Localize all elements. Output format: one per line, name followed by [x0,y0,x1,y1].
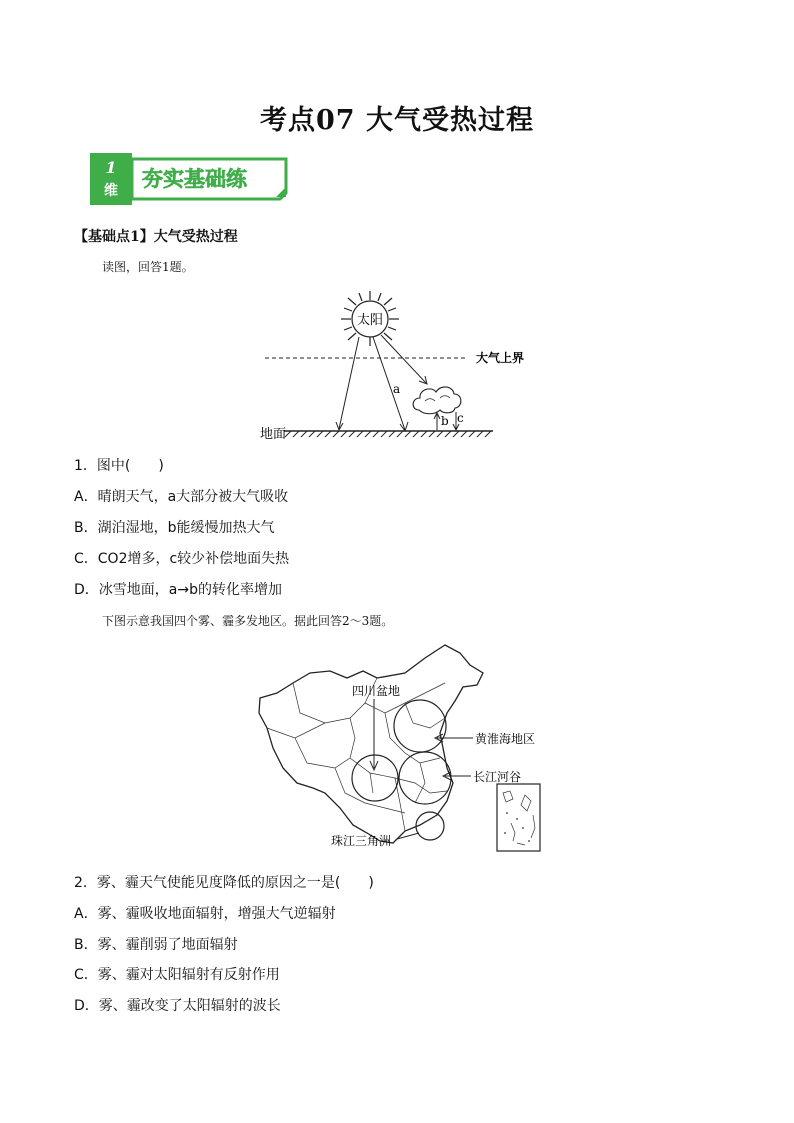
section-badge [90,153,286,205]
section-heading: 【基础点1】大气受热过程 [74,229,238,245]
label-zhujiang: 珠江三角洲 [331,834,392,848]
intro-text-1: 读图，回答1题。 [102,260,194,274]
atmosphere-label: 大气上界 [476,351,525,365]
badge-sub: 维 [104,183,118,199]
q2-option-b: B．雾、霾削弱了地面辐射 [74,937,238,953]
badge-label: 夯实基础练 [142,167,247,191]
label-sichuan: 四川盆地 [352,684,401,698]
ground-hatch [285,431,491,437]
label-a: a [393,382,401,396]
label-b: b [441,414,449,428]
q1-option-b: B．湖泊湿地，b能缓慢加热大气 [74,520,275,536]
cloud [413,387,461,414]
ground-label: 地面 [260,427,287,442]
q1-option-d: D．冰雪地面，a→b的转化率增加 [74,582,282,598]
china-haze-map [255,643,545,858]
intro-text-2: 下图示意我国四个雾、霾多发地区。据此回答2～3题。 [102,614,394,628]
q2-option-d: D．雾、霾改变了太阳辐射的波长 [74,998,281,1014]
label-c: c [457,411,464,425]
china-outline [259,645,483,843]
heating-diagram [255,290,525,445]
label-changjiang: 长江河谷 [473,770,522,784]
label-huanghuaihai: 黄淮海地区 [475,732,536,746]
q2-stem: 2．雾、霾天气使能见度降低的原因之一是( ) [74,875,374,891]
q1-stem: 1．图中( ) [74,458,164,474]
q1-option-c: C．CO2增多，c较少补偿地面失热 [74,551,290,567]
q2-option-c: C．雾、霾对太阳辐射有反射作用 [74,967,280,983]
badge-number: 1 [105,158,117,177]
sun-label: 太阳 [356,313,384,328]
q2-option-a: A．雾、霾吸收地面辐射，增强大气逆辐射 [74,906,336,922]
q1-option-a: A．晴朗天气，a大部分被大气吸收 [74,489,289,505]
page-title: 考点07 大气受热过程 [260,105,534,136]
